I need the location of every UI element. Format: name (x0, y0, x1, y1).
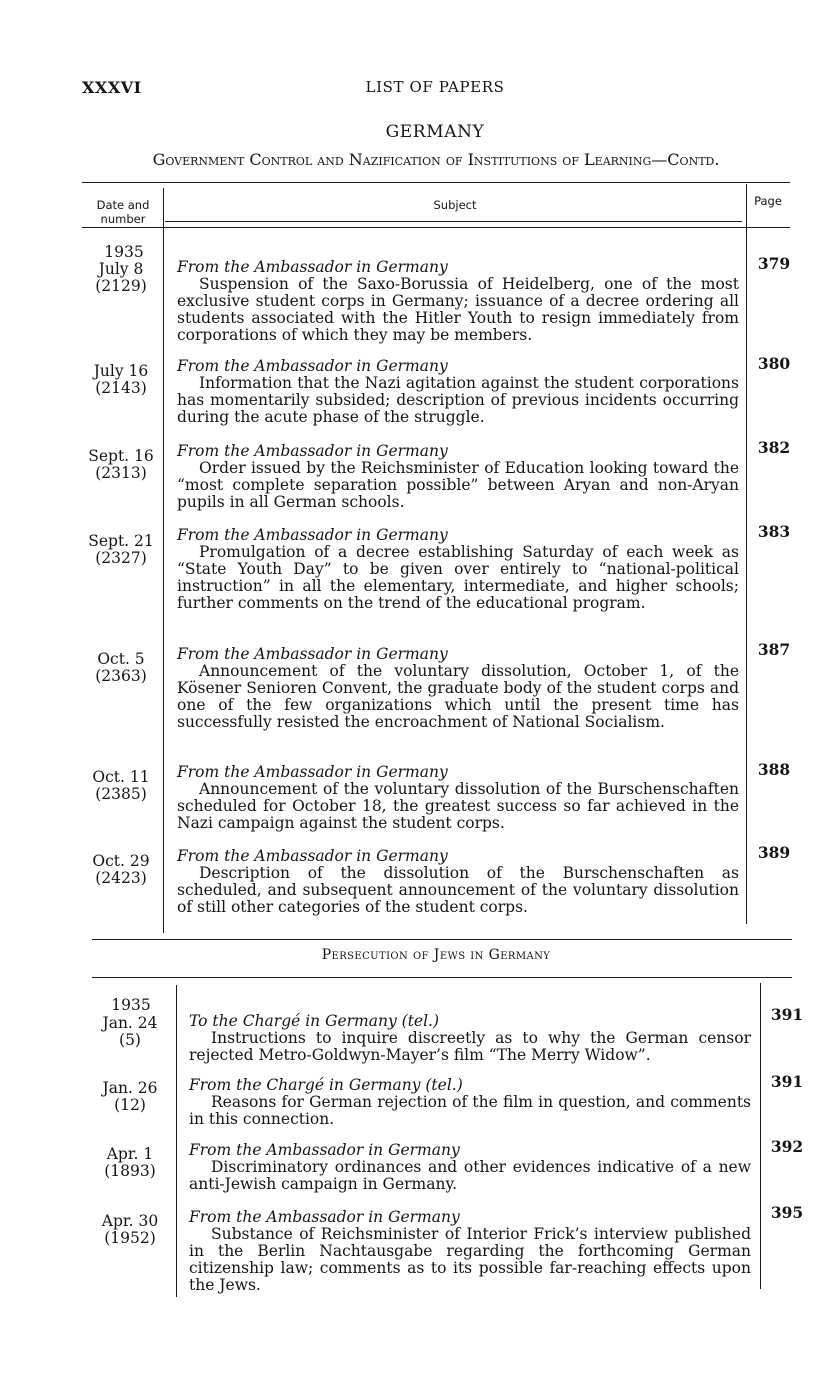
entry-page: 383 (757, 522, 791, 541)
table-bottom-rule (92, 939, 792, 940)
entry-date: Apr. 1 (1893) (104, 1145, 156, 1180)
entry-subject: From the Ambassador in Germany Order issued by the Reichsminister of Education looking toward the “most complete separation possible” between Aryan and non-Aryan pupils in all German schools. (177, 442, 739, 511)
entry-subject: From the Chargé in Germany (tel.) Reasons for German rejection of the film in question, and comments in this connection. (189, 1076, 751, 1128)
entry-date: Apr. 30 (1952) (101, 1212, 159, 1247)
entry-subject: From the Ambassador in Germany Announcement of the voluntary dissolution of the Burschenschaften scheduled for October 18, the greatest success so far achieved in the Nazi campaign against the student corps. (177, 763, 739, 832)
subject-header-underline (165, 221, 742, 222)
year-label: 1935 (104, 243, 144, 261)
entry-date: Oct. 11 (2385) (92, 768, 150, 803)
entry-subject: From the Ambassador in Germany Discriminatory ordinances and other evidences indicative of a new anti-Jewish campaign in Germany. (189, 1141, 751, 1193)
entry-date: Oct. 5 (2363) (95, 650, 147, 685)
section-title: Government Control and Nazification of Institutions of Learning—Contd. (152, 150, 720, 169)
entry-subject: From the Ambassador in Germany Substance of Reichsminister of Interior Frick’s interview published in the Berlin Nachtausgabe regarding the forthcoming German citizenship law; comments as to its possible far-reaching effects upon the Jews. (189, 1208, 751, 1294)
entry-date: Sept. 16 (2313) (88, 447, 154, 482)
table-top-rule (92, 977, 792, 978)
date-column-header: Date and number (96, 198, 150, 226)
running-title: LIST OF PAPERS (365, 78, 505, 96)
column-divider (746, 184, 747, 924)
page-number: XXXVI (82, 78, 142, 97)
year-label: 1935 (111, 996, 151, 1014)
entry-date: Jan. 24 (5) (102, 1014, 158, 1049)
entry-page: 391 (770, 1005, 804, 1024)
entry-page: 395 (770, 1203, 804, 1222)
entry-page: 391 (770, 1072, 804, 1091)
entry-page: 380 (757, 354, 791, 373)
entry-page: 379 (757, 254, 791, 273)
country-heading: GERMANY (385, 122, 485, 142)
header-rule (82, 227, 790, 228)
entry-page: 387 (757, 640, 791, 659)
subject-column-header: Subject (433, 198, 477, 212)
section-title: Persecution of Jews in Germany (321, 947, 551, 963)
entry-date: July 8 (2129) (95, 260, 147, 295)
entry-subject: From the Ambassador in Germany Announcement of the voluntary dissolution, October 1, of the Kösener Senioren Convent, the graduate body of the student corps and one of the few organizations which until the present time has successfully resisted the encroachment of National Socialism. (177, 645, 739, 731)
page-column-header: Page (754, 194, 782, 208)
entry-page: 392 (770, 1137, 804, 1156)
entry-subject: From the Ambassador in Germany Promulgation of a decree establishing Saturday of each week as “State Youth Day” to be given over entirely to “national-political instruction” in all the elementary, intermediate, and higher schools; further comments on the trend of the educational program. (177, 526, 739, 612)
entry-subject: To the Chargé in Germany (tel.) Instructions to inquire discreetly as to why the German censor rejected Metro-Goldwyn-Mayer’s film “The Merry Widow”. (189, 1012, 751, 1064)
entry-page: 382 (757, 438, 791, 457)
column-divider (760, 983, 761, 1289)
entry-page: 388 (757, 760, 791, 779)
table-top-rule (82, 182, 790, 183)
entry-date: Jan. 26 (12) (102, 1079, 158, 1114)
column-divider (176, 985, 177, 1297)
entry-subject: From the Ambassador in Germany Information that the Nazi agitation against the student corporations has momentarily subsided; description of previous incidents occurring during the acute phase of the struggle. (177, 357, 739, 426)
entry-subject: From the Ambassador in Germany Description of the dissolution of the Burschenschaften as scheduled, and subsequent announcement of the voluntary dissolution of still other categories of the student corps. (177, 847, 739, 916)
entry-date: Oct. 29 (2423) (92, 852, 150, 887)
running-head (82, 78, 788, 100)
entry-date: Sept. 21 (2327) (88, 532, 154, 567)
entry-page: 389 (757, 843, 791, 862)
entry-subject: From the Ambassador in Germany Suspension of the Saxo-Borussia of Heidelberg, one of the most exclusive student corps in Germany; issuance of a decree ordering all students associated with the Hitler Youth to resign immediately from corporations of which they may be members. (177, 258, 739, 344)
entry-date: July 16 (2143) (93, 362, 149, 397)
